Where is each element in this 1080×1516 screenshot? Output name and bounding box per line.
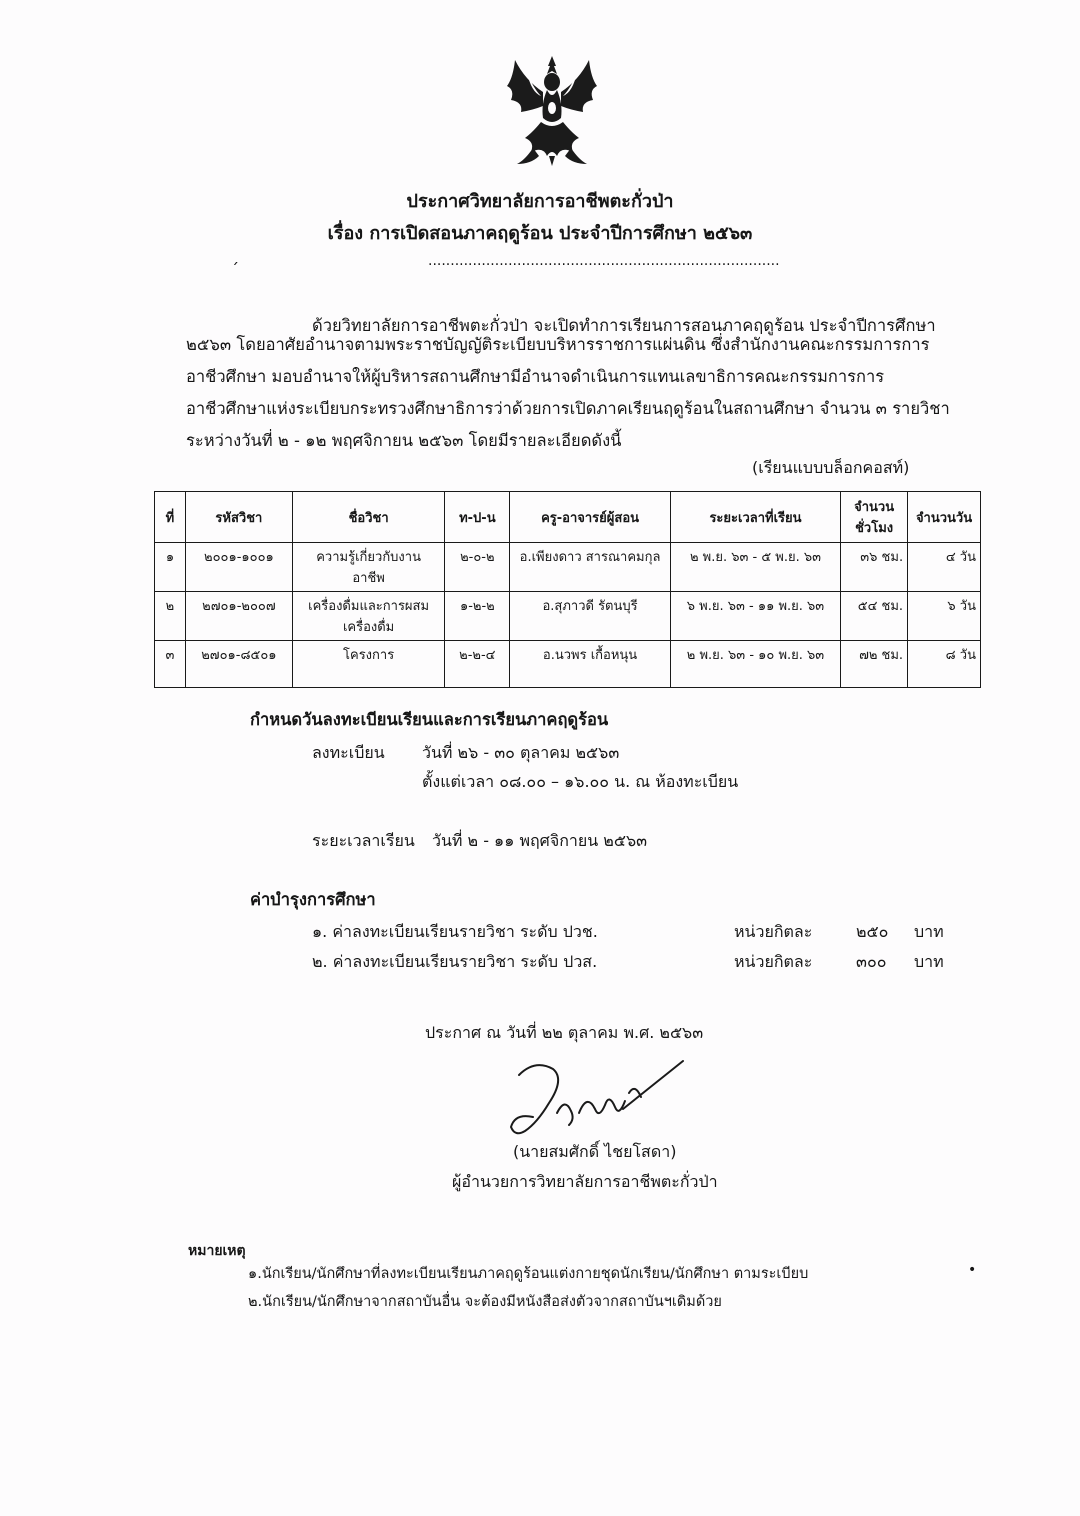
body-paragraph-line-2: ๒๕๖๓ โดยอาศัยอำนาจตามพระราชบัญญัติระเบียบบริหารราชการแผ่นดิน ซึ่งสำนักงานคณะกรรมการการ (186, 335, 930, 354)
table-cell: ๒๗๐๑-๘๕๐๑ (185, 641, 292, 688)
block-course-note: (เรียนแบบบล็อกคอสท์) (752, 458, 910, 477)
announcement-subject: เรื่อง การเปิดสอนภาคฤดูร้อน ประจำปีการศึกษา ๒๕๖๓ (327, 223, 753, 244)
table-cell: ๗๒ ชม. (841, 641, 908, 688)
table-cell: ๒๐๐๑-๑๐๐๑ (185, 543, 292, 592)
fee-item-label: ๑. ค่าลงทะเบียนเรียนรายวิชา ระดับ ปวช. (312, 922, 598, 941)
course-schedule-table (154, 491, 981, 688)
table-cell: ๒๗๐๑-๒๐๐๗ (185, 592, 292, 641)
table-cell: ๔ วัน (908, 543, 981, 592)
stray-dot: • (968, 1262, 977, 1278)
fees-heading: ค่าบำรุงการศึกษา (250, 890, 376, 909)
table-cell: ๓๖ ชม. (841, 543, 908, 592)
signer-name: (นายสมศักดิ์ ไชยโสดา) (513, 1142, 677, 1161)
table-cell: ๘ วัน (908, 641, 981, 688)
registration-date: วันที่ ๒๖ - ๓๐ ตุลาคม ๒๕๖๓ (422, 743, 620, 762)
body-paragraph-line-3: อาชีวศึกษา มอบอำนาจให้ผู้บริหารสถานศึกษามีอำนาจดำเนินการแทนเลขาธิการคณะกรรมการการ (186, 367, 885, 386)
table-cell: ๒-๐-๒ (445, 543, 510, 592)
fee-item-unit: หน่วยกิตละ (734, 952, 813, 971)
column-header: ครู-อาจารย์ผู้สอน (510, 492, 671, 543)
stray-mark: ˏ (231, 246, 239, 265)
fee-item-currency: บาท (914, 952, 944, 971)
registration-time: ตั้งแต่เวลา ๐๘.๐๐ – ๑๖.๐๐ น. ณ ห้องทะเบียน (422, 772, 739, 791)
body-paragraph-line-4: อาชีวศึกษาแห่งระเบียบกระทรวงศึกษาธิการว่าด้วยการเปิดภาคเรียนฤดูร้อนในสถานศึกษา จำนวน ๓ รายวิชา (186, 399, 950, 418)
table-cell: อ.สุภาวดี รัตนบุรี (510, 592, 671, 641)
fee-item-amount: ๓๐๐ (856, 952, 887, 971)
table-cell: ๒ พ.ย. ๖๓ - ๑๐ พ.ย. ๖๓ (670, 641, 840, 688)
body-paragraph-line-5: ระหว่างวันที่ ๒ - ๑๒ พฤศจิกายน ๒๕๖๓ โดยมีรายละเอียดดังนี้ (186, 431, 622, 450)
registration-heading: กำหนดวันลงทะเบียนเรียนและการเรียนภาคฤดูร้อน (250, 710, 609, 729)
table-cell: ๒ (155, 592, 186, 641)
table-row (155, 592, 981, 641)
announcement-title: ประกาศวิทยาลัยการอาชีพตะกั่วป่า (406, 191, 674, 212)
remark-item: ๑.นักเรียน/นักศึกษาที่ลงทะเบียนเรียนภาคฤดูร้อนแต่งกายชุดนักเรียน/นักศึกษา ตามระเบียบ (248, 1266, 809, 1282)
table-cell: ๑-๒-๒ (445, 592, 510, 641)
fee-item-currency: บาท (914, 922, 944, 941)
table-cell: เครื่องดื่มและการผสม เครื่องดื่ม (292, 592, 445, 641)
column-header: ระยะเวลาที่เรียน (670, 492, 840, 543)
table-cell: ๕๔ ชม. (841, 592, 908, 641)
table-cell: ความรู้เกี่ยวกับงาน อาชีพ (292, 543, 445, 592)
table-cell: ๖ พ.ย. ๖๓ - ๑๑ พ.ย. ๖๓ (670, 592, 840, 641)
announcement-date: ประกาศ ณ วันที่ ๒๒ ตุลาคม พ.ศ. ๒๕๖๓ (425, 1023, 704, 1042)
remarks-heading: หมายเหตุ (188, 1243, 246, 1259)
column-header: จำนวน ชั่วโมง (841, 492, 908, 543)
column-header: ชื่อวิชา (292, 492, 445, 543)
table-cell: อ.นวพร เกื้อหนุน (510, 641, 671, 688)
registration-label: ลงทะเบียน (312, 743, 385, 762)
table-cell: ๑ (155, 543, 186, 592)
study-period-dates: วันที่ ๒ - ๑๑ พฤศจิกายน ๒๕๖๓ (432, 831, 648, 850)
table-row (155, 641, 981, 688)
column-header: รหัสวิชา (185, 492, 292, 543)
table-cell: ๒-๒-๔ (445, 641, 510, 688)
table-cell: ๓ (155, 641, 186, 688)
table-cell: โครงการ (292, 641, 445, 688)
study-period-label: ระยะเวลาเรียน (312, 831, 415, 850)
fee-item-unit: หน่วยกิตละ (734, 922, 813, 941)
table-row (155, 543, 981, 592)
column-header: จำนวนวัน (908, 492, 981, 543)
signer-position: ผู้อำนวยการวิทยาลัยการอาชีพตะกั่วป่า (452, 1172, 718, 1191)
signature (505, 1053, 695, 1139)
table-cell: ๖ วัน (908, 592, 981, 641)
garuda-emblem-icon (503, 52, 601, 168)
title-divider: ............................................................................... (428, 253, 780, 269)
column-header: ที่ (155, 492, 186, 543)
table-cell: ๒ พ.ย. ๖๓ - ๕ พ.ย. ๖๓ (670, 543, 840, 592)
table-cell: อ.เพียงดาว สารณาคมกุล (510, 543, 671, 592)
column-header: ท-ป-น (445, 492, 510, 543)
remark-item: ๒.นักเรียน/นักศึกษาจากสถาบันอื่น จะต้องมีหนังสือส่งตัวจากสถาบันฯเดิมด้วย (248, 1294, 722, 1310)
table-header-row (155, 492, 981, 543)
fee-item-amount: ๒๕๐ (856, 922, 889, 941)
body-paragraph-line-1: ด้วยวิทยาลัยการอาชีพตะกั่วป่า จะเปิดทำการเรียนการสอนภาคฤดูร้อน ประจำปีการศึกษา (312, 316, 936, 335)
fee-item-label: ๒. ค่าลงทะเบียนเรียนรายวิชา ระดับ ปวส. (312, 952, 598, 971)
